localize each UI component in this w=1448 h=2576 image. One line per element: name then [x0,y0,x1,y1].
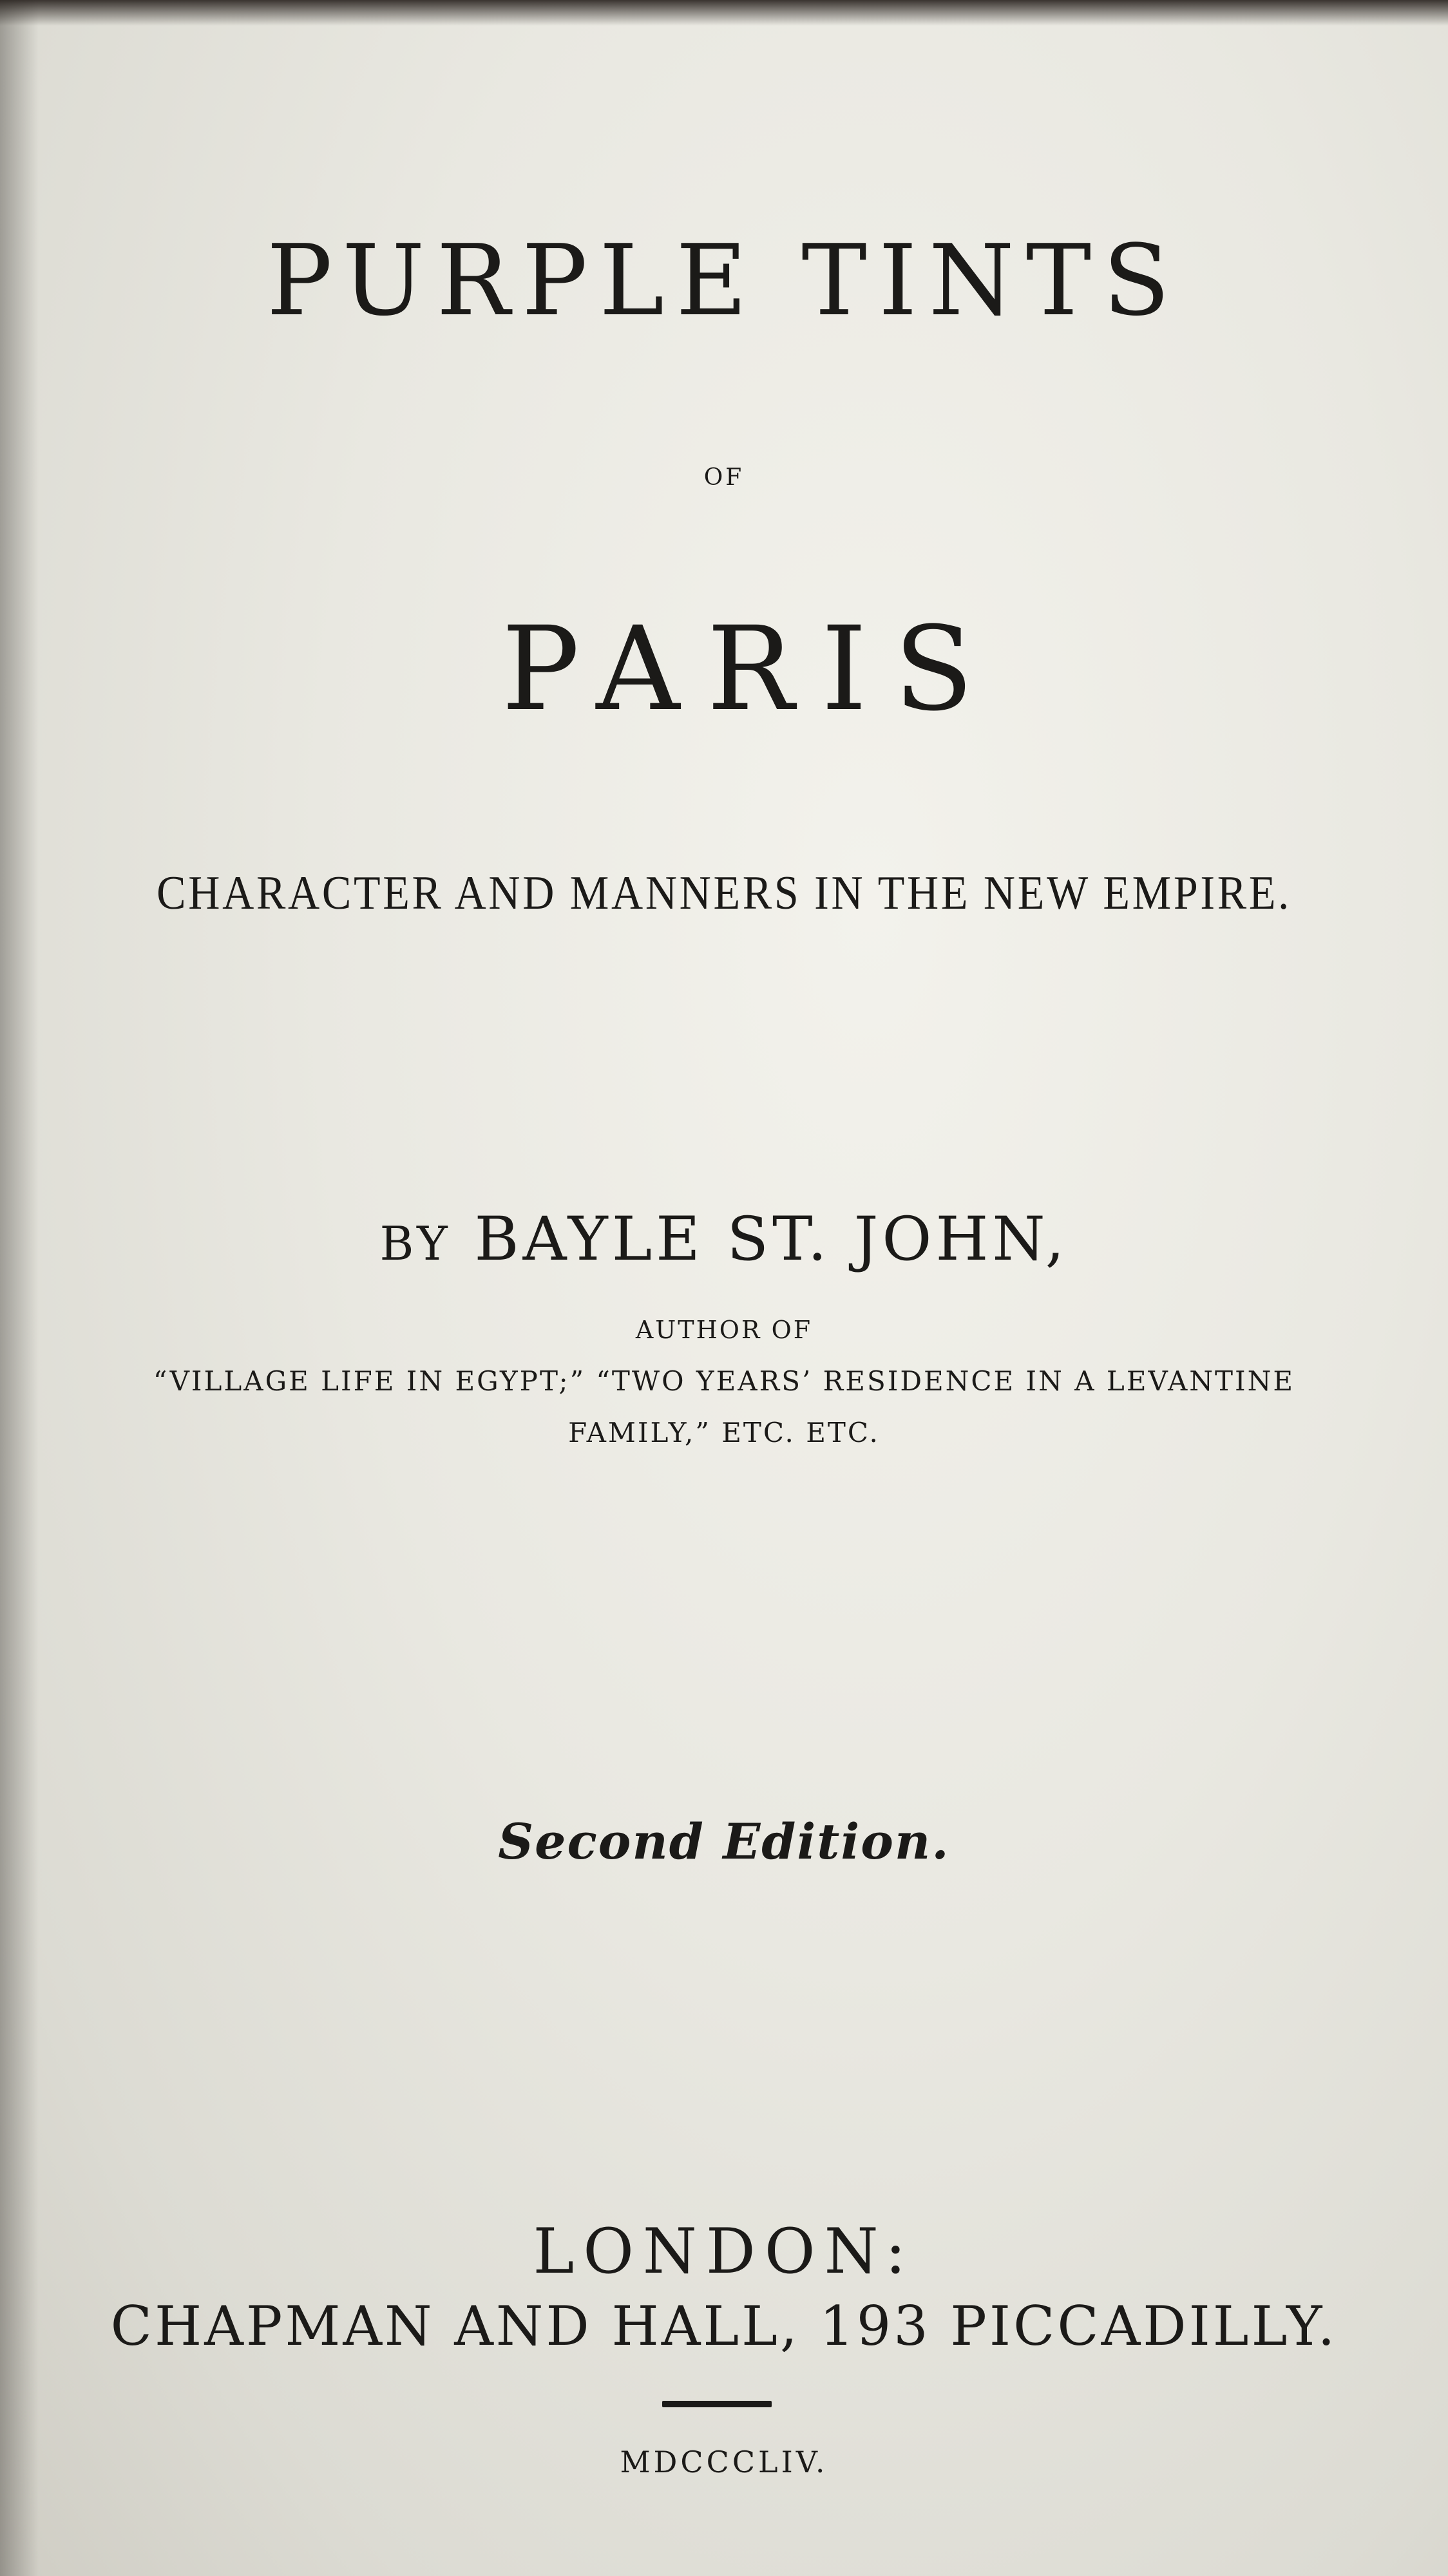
author-of-label: AUTHOR OF [635,1316,813,1344]
publication-date: MDCCCLIV. [620,2445,828,2479]
divider-rule [662,2401,772,2407]
byline-prefix: BY [379,1217,452,1271]
book-title: PURPLE TINTS [266,223,1182,337]
byline [0,1204,1448,1274]
publication-city: LONDON: [533,2215,915,2287]
title-connector: OF [703,464,745,491]
other-works-line-2: FAMILY,” ETC. ETC. [568,1417,880,1448]
publisher: CHAPMAN AND HALL, 193 PICCADILLY. [110,2295,1338,2358]
author-name: BAYLE ST. JOHN, [474,1204,1069,1274]
book-title-place: PARIS [501,602,1001,737]
other-works-line-1: “VILLAGE LIFE IN EGYPT;” “TWO YEARS’ RESIDENCE IN A LEVANTINE [153,1365,1295,1397]
edition-statement: Second Edition. [498,1813,950,1870]
book-subtitle: CHARACTER AND MANNERS IN THE NEW EMPIRE. [157,867,1291,920]
